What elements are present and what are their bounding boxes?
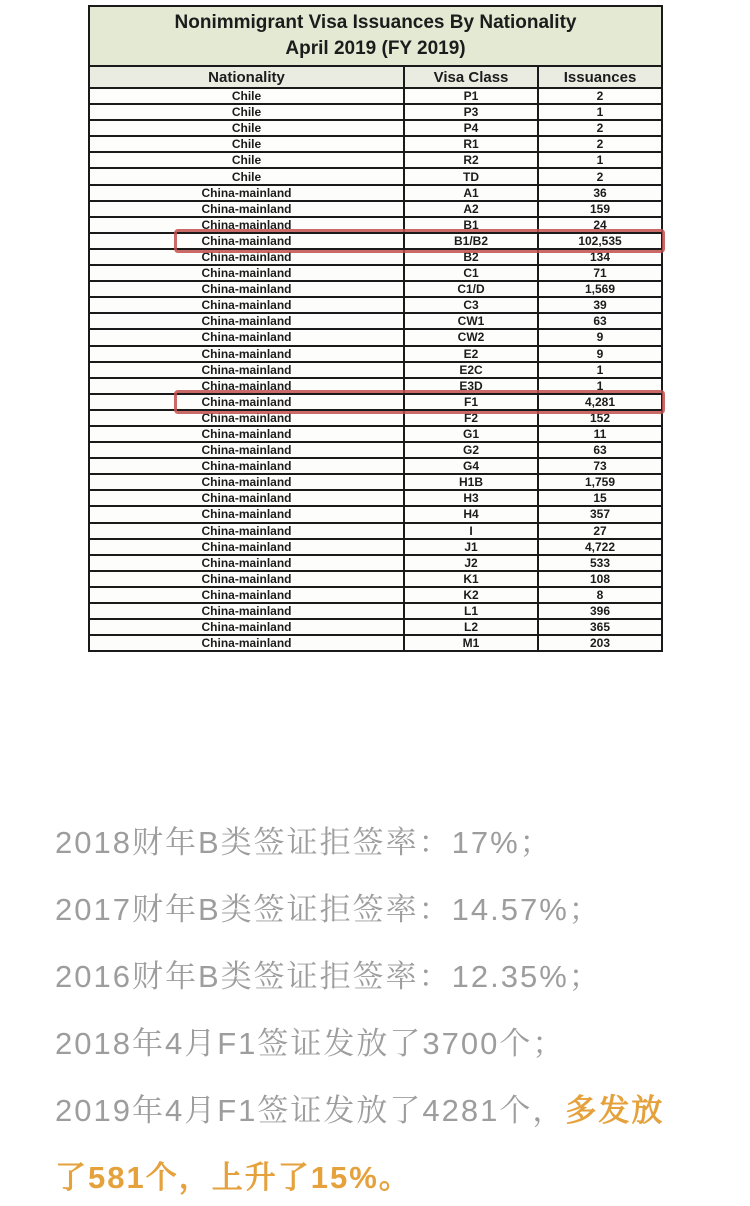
table-row <box>89 442 662 458</box>
table-cell: B1 <box>404 217 538 233</box>
table-cell: China-mainland <box>89 265 404 281</box>
table-cell: 15 <box>538 490 662 506</box>
table-row <box>89 152 662 168</box>
note-line-f1-2019 <box>55 1074 715 1141</box>
table-row <box>89 120 662 136</box>
table-row <box>89 587 662 603</box>
table-cell: China-mainland <box>89 281 404 297</box>
table-cell: 108 <box>538 571 662 587</box>
table-row <box>89 490 662 506</box>
table-cell: J1 <box>404 539 538 555</box>
table-cell: Chile <box>89 104 404 120</box>
table-row <box>89 506 662 522</box>
column-header: Issuances <box>538 66 662 88</box>
table-cell: 63 <box>538 313 662 329</box>
table-cell: China-mainland <box>89 587 404 603</box>
notes-section <box>55 806 715 1206</box>
table-row <box>89 233 662 249</box>
table-row <box>89 378 662 394</box>
table-row <box>89 346 662 362</box>
note-text: 2016财年B类签证拒签率：12.35%； <box>55 959 602 994</box>
table-cell: China-mainland <box>89 442 404 458</box>
table-cell: 365 <box>538 619 662 635</box>
table-title <box>89 6 662 66</box>
table-cell: G2 <box>404 442 538 458</box>
table-cell: 4,722 <box>538 539 662 555</box>
table-cell: China-mainland <box>89 394 404 410</box>
column-header: Visa Class <box>404 66 538 88</box>
table-cell: China-mainland <box>89 185 404 201</box>
table-cell: China-mainland <box>89 233 404 249</box>
note-line-rejection-2016 <box>55 940 715 1007</box>
column-header: Nationality <box>89 66 404 88</box>
table-cell: B2 <box>404 249 538 265</box>
table-cell: China-mainland <box>89 474 404 490</box>
note-line-rejection-2018 <box>55 806 715 873</box>
table-row <box>89 281 662 297</box>
note-line-f1-increase <box>55 1141 715 1206</box>
table-cell: R2 <box>404 152 538 168</box>
table-cell: G1 <box>404 426 538 442</box>
table-cell: 102,535 <box>538 233 662 249</box>
table-cell: China-mainland <box>89 603 404 619</box>
table-cell: I <box>404 523 538 539</box>
table-cell: 1 <box>538 378 662 394</box>
table-title-line1: Nonimmigrant Visa Issuances By Nationality <box>174 12 577 33</box>
visa-issuances-table-wrap <box>88 5 661 652</box>
table-cell: China-mainland <box>89 249 404 265</box>
table-row <box>89 539 662 555</box>
table-cell: 357 <box>538 506 662 522</box>
table-cell: China-mainland <box>89 426 404 442</box>
table-cell: R1 <box>404 136 538 152</box>
table-row <box>89 410 662 426</box>
table-cell: 159 <box>538 201 662 217</box>
table-cell: 2 <box>538 120 662 136</box>
table-cell: A2 <box>404 201 538 217</box>
table-cell: Chile <box>89 88 404 104</box>
table-cell: K2 <box>404 587 538 603</box>
table-row <box>89 217 662 233</box>
table-row <box>89 185 662 201</box>
table-cell: 134 <box>538 249 662 265</box>
table-cell: 71 <box>538 265 662 281</box>
table-cell: China-mainland <box>89 506 404 522</box>
table-cell: F2 <box>404 410 538 426</box>
table-cell: CW1 <box>404 313 538 329</box>
table-cell: China-mainland <box>89 362 404 378</box>
table-row <box>89 635 662 651</box>
table-row <box>89 168 662 184</box>
table-cell: China-mainland <box>89 217 404 233</box>
note-text: 2019年4月F1签证发放了4281个， <box>55 1093 566 1128</box>
table-cell: 36 <box>538 185 662 201</box>
table-cell: China-mainland <box>89 490 404 506</box>
visa-issuances-table <box>88 5 663 652</box>
table-row <box>89 555 662 571</box>
table-cell: H3 <box>404 490 538 506</box>
table-row <box>89 88 662 104</box>
table-cell: M1 <box>404 635 538 651</box>
table-cell: L1 <box>404 603 538 619</box>
table-row <box>89 458 662 474</box>
table-cell: China-mainland <box>89 571 404 587</box>
table-row <box>89 394 662 410</box>
table-cell: 152 <box>538 410 662 426</box>
table-title-line2: April 2019 (FY 2019) <box>285 38 466 59</box>
table-cell: L2 <box>404 619 538 635</box>
table-cell: 9 <box>538 346 662 362</box>
table-cell: Chile <box>89 152 404 168</box>
table-cell: G4 <box>404 458 538 474</box>
table-row <box>89 523 662 539</box>
table-row <box>89 362 662 378</box>
table-row <box>89 329 662 345</box>
table-cell: K1 <box>404 571 538 587</box>
table-cell: China-mainland <box>89 297 404 313</box>
table-row <box>89 313 662 329</box>
table-cell: 4,281 <box>538 394 662 410</box>
table-cell: B1/B2 <box>404 233 538 249</box>
table-cell: China-mainland <box>89 346 404 362</box>
table-cell: P4 <box>404 120 538 136</box>
table-cell: China-mainland <box>89 619 404 635</box>
table-cell: F1 <box>404 394 538 410</box>
table-cell: 2 <box>538 88 662 104</box>
table-cell: 24 <box>538 217 662 233</box>
note-text: 2018财年B类签证拒签率：17%； <box>55 825 553 860</box>
table-cell: H4 <box>404 506 538 522</box>
table-row <box>89 426 662 442</box>
table-cell: 1,759 <box>538 474 662 490</box>
table-cell: H1B <box>404 474 538 490</box>
table-cell: 1 <box>538 104 662 120</box>
table-cell: 63 <box>538 442 662 458</box>
table-cell: 2 <box>538 168 662 184</box>
table-cell: C1 <box>404 265 538 281</box>
table-cell: 9 <box>538 329 662 345</box>
table-row <box>89 104 662 120</box>
table-row <box>89 249 662 265</box>
table-cell: P1 <box>404 88 538 104</box>
table-cell: 8 <box>538 587 662 603</box>
table-cell: E2C <box>404 362 538 378</box>
table-title-row <box>89 6 662 66</box>
table-cell: 396 <box>538 603 662 619</box>
table-cell: China-mainland <box>89 539 404 555</box>
table-cell: 533 <box>538 555 662 571</box>
table-cell: China-mainland <box>89 410 404 426</box>
table-cell: China-mainland <box>89 329 404 345</box>
table-cell: China-mainland <box>89 378 404 394</box>
table-cell: C3 <box>404 297 538 313</box>
table-header-row <box>89 66 662 88</box>
table-cell: China-mainland <box>89 458 404 474</box>
table-cell: 27 <box>538 523 662 539</box>
table-cell: E2 <box>404 346 538 362</box>
table-row <box>89 201 662 217</box>
table-cell: 203 <box>538 635 662 651</box>
table-cell: Chile <box>89 120 404 136</box>
table-cell: C1/D <box>404 281 538 297</box>
table-cell: 1 <box>538 152 662 168</box>
table-cell: E3D <box>404 378 538 394</box>
table-row <box>89 297 662 313</box>
table-cell: China-mainland <box>89 201 404 217</box>
table-cell: 1,569 <box>538 281 662 297</box>
table-cell: 73 <box>538 458 662 474</box>
note-text: 2017财年B类签证拒签率：14.57%； <box>55 892 602 927</box>
table-row <box>89 603 662 619</box>
note-text: 2018年4月F1签证发放了3700个； <box>55 1026 566 1061</box>
note-text-highlight: 多发放 <box>565 1093 665 1128</box>
table-cell: A1 <box>404 185 538 201</box>
table-cell: Chile <box>89 168 404 184</box>
note-text-highlight: 了581个，上升了15%。 <box>55 1160 412 1195</box>
table-row <box>89 136 662 152</box>
note-line-rejection-2017 <box>55 873 715 940</box>
table-cell: China-mainland <box>89 555 404 571</box>
table-row <box>89 571 662 587</box>
table-cell: 1 <box>538 362 662 378</box>
table-row <box>89 619 662 635</box>
table-cell: China-mainland <box>89 313 404 329</box>
table-cell: P3 <box>404 104 538 120</box>
table-cell: TD <box>404 168 538 184</box>
table-cell: J2 <box>404 555 538 571</box>
table-row <box>89 474 662 490</box>
table-cell: Chile <box>89 136 404 152</box>
table-cell: 11 <box>538 426 662 442</box>
table-row <box>89 265 662 281</box>
table-cell: China-mainland <box>89 523 404 539</box>
table-cell: China-mainland <box>89 635 404 651</box>
note-line-f1-2018 <box>55 1007 715 1074</box>
table-cell: 2 <box>538 136 662 152</box>
table-cell: 39 <box>538 297 662 313</box>
table-cell: CW2 <box>404 329 538 345</box>
